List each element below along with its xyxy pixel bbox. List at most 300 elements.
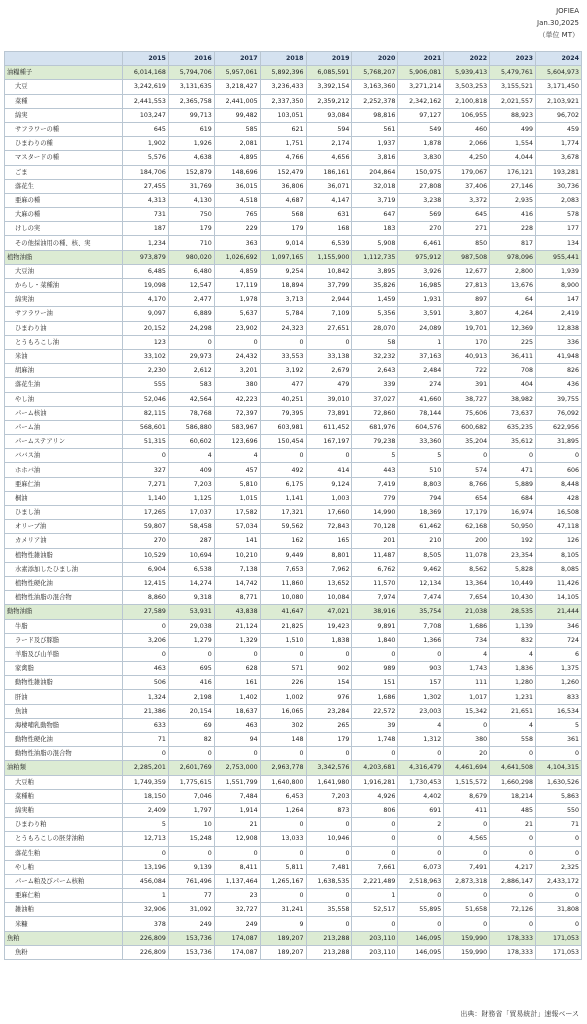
value-cell: 0	[168, 647, 214, 661]
value-cell: 174,087	[214, 945, 260, 959]
table-row	[5, 889, 582, 903]
value-cell: 32,018	[352, 179, 398, 193]
value-cell: 176,121	[490, 165, 536, 179]
item-label: ひまわり粕	[5, 818, 123, 832]
item-label: 大麻の種	[5, 208, 123, 222]
table-row	[5, 108, 582, 122]
value-cell: 611,452	[306, 420, 352, 434]
value-cell: 2,963,778	[260, 761, 306, 775]
table-row	[5, 80, 582, 94]
table-row	[5, 662, 582, 676]
value-cell: 2,873,318	[444, 874, 490, 888]
value-cell: 37,163	[398, 349, 444, 363]
value-cell: 633	[123, 718, 169, 732]
table-row	[5, 193, 582, 207]
value-cell: 1,660,298	[490, 775, 536, 789]
value-cell: 555	[123, 378, 169, 392]
item-label: サフラワー油	[5, 307, 123, 321]
value-cell: 38,982	[490, 392, 536, 406]
value-cell: 16,974	[490, 506, 536, 520]
value-cell: 695	[168, 662, 214, 676]
item-label: 魚油	[5, 704, 123, 718]
corner-cell	[5, 52, 123, 66]
value-cell: 1,003	[306, 491, 352, 505]
value-cell: 0	[444, 889, 490, 903]
table-row	[5, 718, 582, 732]
value-cell: 622,956	[536, 420, 582, 434]
value-cell: 0	[260, 449, 306, 463]
value-cell: 5,604,973	[536, 66, 582, 80]
value-cell: 27,146	[490, 179, 536, 193]
value-cell: 302	[260, 718, 306, 732]
value-cell: 203,110	[352, 931, 398, 945]
value-cell: 21,386	[123, 704, 169, 718]
value-cell: 976	[306, 690, 352, 704]
table-row	[5, 506, 582, 520]
value-cell: 8,411	[214, 860, 260, 874]
value-cell: 1,749,359	[123, 775, 169, 789]
item-label: パーム核油	[5, 406, 123, 420]
value-cell: 510	[398, 463, 444, 477]
value-cell: 14,742	[214, 576, 260, 590]
value-cell: 647	[352, 208, 398, 222]
value-cell: 583,967	[214, 420, 260, 434]
item-label: 大豆油	[5, 264, 123, 278]
value-cell: 586,880	[168, 420, 214, 434]
value-cell: 18,150	[123, 789, 169, 803]
value-cell: 3,155,521	[490, 80, 536, 94]
value-cell: 1,797	[168, 803, 214, 817]
value-cell: 404	[490, 378, 536, 392]
value-cell: 8,771	[214, 591, 260, 605]
value-cell: 15,248	[168, 832, 214, 846]
value-cell: 7,708	[398, 619, 444, 633]
value-cell: 327	[123, 463, 169, 477]
value-cell: 57,034	[214, 520, 260, 534]
value-cell: 0	[306, 917, 352, 931]
value-cell: 5,768,207	[352, 66, 398, 80]
value-cell: 9,891	[352, 619, 398, 633]
value-cell: 77	[168, 889, 214, 903]
value-cell: 1,902	[123, 137, 169, 151]
value-cell: 7,109	[306, 307, 352, 321]
value-cell: 8,900	[536, 279, 582, 293]
value-cell: 3,192	[260, 364, 306, 378]
table-row	[5, 420, 582, 434]
value-cell: 28,070	[352, 321, 398, 335]
table-row	[5, 208, 582, 222]
value-cell: 72,843	[306, 520, 352, 534]
value-cell: 42,223	[214, 392, 260, 406]
value-cell: 31,769	[168, 179, 214, 193]
value-cell: 32,232	[352, 349, 398, 363]
value-cell: 2,643	[352, 364, 398, 378]
value-cell: 162	[260, 534, 306, 548]
value-cell: 2,612	[168, 364, 214, 378]
table-row	[5, 619, 582, 633]
value-cell: 1,140	[123, 491, 169, 505]
value-cell: 0	[490, 449, 536, 463]
item-label: ラード及び豚脂	[5, 633, 123, 647]
value-cell: 0	[536, 917, 582, 931]
value-cell: 58	[352, 335, 398, 349]
value-cell: 201	[352, 534, 398, 548]
value-cell: 2,221,489	[352, 874, 398, 888]
value-cell: 6,085,591	[306, 66, 352, 80]
value-cell: 9,014	[260, 236, 306, 250]
value-cell: 5,479,761	[490, 66, 536, 80]
value-cell: 1,002	[260, 690, 306, 704]
value-cell: 691	[398, 803, 444, 817]
value-cell: 4,170	[123, 293, 169, 307]
value-cell: 4,217	[490, 860, 536, 874]
value-cell: 5,908	[352, 236, 398, 250]
value-cell: 14,105	[536, 591, 582, 605]
value-cell: 7,419	[352, 477, 398, 491]
value-cell: 0	[444, 718, 490, 732]
value-cell: 37,406	[444, 179, 490, 193]
value-cell: 645	[123, 122, 169, 136]
value-cell: 179	[168, 222, 214, 236]
value-cell: 270	[398, 222, 444, 236]
value-cell: 5	[123, 818, 169, 832]
value-cell: 2,337,350	[260, 94, 306, 108]
value-cell: 5,784	[260, 307, 306, 321]
value-cell: 17,265	[123, 506, 169, 520]
value-cell: 21,651	[490, 704, 536, 718]
table-row	[5, 449, 582, 463]
table-row	[5, 704, 582, 718]
value-cell: 5,828	[490, 562, 536, 576]
value-cell: 22,572	[352, 704, 398, 718]
value-cell: 29,973	[168, 349, 214, 363]
value-cell: 21	[214, 818, 260, 832]
value-cell: 4,518	[214, 193, 260, 207]
value-cell: 1,329	[214, 633, 260, 647]
value-cell: 265	[306, 718, 352, 732]
value-cell: 574	[444, 463, 490, 477]
value-cell: 123	[123, 335, 169, 349]
value-cell: 6,453	[260, 789, 306, 803]
value-cell: 1,730,453	[398, 775, 444, 789]
value-cell: 0	[490, 889, 536, 903]
table-row	[5, 94, 582, 108]
value-cell: 4	[444, 647, 490, 661]
table-row	[5, 491, 582, 505]
value-cell: 380	[444, 733, 490, 747]
value-cell: 654	[444, 491, 490, 505]
value-cell: 0	[123, 449, 169, 463]
value-cell: 12,713	[123, 832, 169, 846]
value-cell: 20	[444, 747, 490, 761]
item-label: 綿実油	[5, 293, 123, 307]
year-header: 2024	[536, 52, 582, 66]
value-cell: 4,565	[444, 832, 490, 846]
value-cell: 96,702	[536, 108, 582, 122]
item-label: 牛脂	[5, 619, 123, 633]
value-cell: 3,591	[398, 307, 444, 321]
value-cell: 443	[352, 463, 398, 477]
value-cell: 10,842	[306, 264, 352, 278]
value-cell: 153,736	[168, 945, 214, 959]
category-label: 植物油脂	[5, 250, 123, 264]
table-row	[5, 463, 582, 477]
value-cell: 16,508	[536, 506, 582, 520]
table-row	[5, 137, 582, 151]
value-cell: 1,551,799	[214, 775, 260, 789]
value-cell: 82	[168, 733, 214, 747]
value-cell: 47,118	[536, 520, 582, 534]
value-cell: 178,333	[490, 945, 536, 959]
item-label: ひまわり油	[5, 321, 123, 335]
value-cell: 2,365,758	[168, 94, 214, 108]
item-label: けしの実	[5, 222, 123, 236]
value-cell: 7,653	[260, 562, 306, 576]
value-cell: 21,124	[214, 619, 260, 633]
item-label: 落花生	[5, 179, 123, 193]
value-cell: 18,894	[260, 279, 306, 293]
value-cell: 225	[490, 335, 536, 349]
value-cell: 3,816	[352, 151, 398, 165]
value-cell: 2,886,147	[490, 874, 536, 888]
value-cell: 1,554	[490, 137, 536, 151]
table-row	[5, 747, 582, 761]
item-label: 菜種	[5, 94, 123, 108]
value-cell: 8,679	[444, 789, 490, 803]
value-cell: 346	[536, 619, 582, 633]
value-cell: 897	[444, 293, 490, 307]
value-cell: 7,484	[214, 789, 260, 803]
value-cell: 5,356	[352, 307, 398, 321]
value-cell: 4	[490, 647, 536, 661]
value-cell: 485	[490, 803, 536, 817]
value-cell: 78,144	[398, 406, 444, 420]
value-cell: 10	[168, 818, 214, 832]
value-cell: 203,110	[352, 945, 398, 959]
category-row	[5, 66, 582, 80]
value-cell: 28,535	[490, 605, 536, 619]
value-cell: 1,017	[444, 690, 490, 704]
value-cell: 1,686	[352, 690, 398, 704]
value-cell: 5,939,413	[444, 66, 490, 80]
value-cell: 27,651	[306, 321, 352, 335]
value-cell: 103,051	[260, 108, 306, 122]
value-cell: 35,754	[398, 605, 444, 619]
item-label: 米糠	[5, 917, 123, 931]
value-cell: 274	[398, 378, 444, 392]
value-cell: 3,242,619	[123, 80, 169, 94]
value-cell: 213,288	[306, 945, 352, 959]
import-volume-table	[4, 51, 582, 960]
value-cell: 681,976	[352, 420, 398, 434]
year-header: 2023	[490, 52, 536, 66]
item-label: 植物性硬化油	[5, 576, 123, 590]
table-row	[5, 903, 582, 917]
value-cell: 3,678	[536, 151, 582, 165]
value-cell: 98,816	[352, 108, 398, 122]
value-cell: 41,948	[536, 349, 582, 363]
value-cell: 594	[306, 122, 352, 136]
value-cell: 6,889	[168, 307, 214, 321]
value-cell: 1,774	[536, 137, 582, 151]
value-cell: 178,333	[490, 931, 536, 945]
value-cell: 806	[352, 803, 398, 817]
value-cell: 18,637	[214, 704, 260, 718]
value-cell: 4,926	[352, 789, 398, 803]
value-cell: 39	[352, 718, 398, 732]
value-cell: 72,126	[490, 903, 536, 917]
value-cell: 7,962	[306, 562, 352, 576]
value-cell: 41,647	[260, 605, 306, 619]
value-cell: 10,210	[214, 548, 260, 562]
value-cell: 126	[536, 534, 582, 548]
year-header: 2020	[352, 52, 398, 66]
value-cell: 5,576	[123, 151, 169, 165]
table-row	[5, 591, 582, 605]
value-cell: 0	[398, 832, 444, 846]
value-cell: 710	[168, 236, 214, 250]
value-cell: 3,201	[214, 364, 260, 378]
value-cell: 1,015	[214, 491, 260, 505]
year-header-row	[5, 52, 582, 66]
value-cell: 33,138	[306, 349, 352, 363]
value-cell: 17,119	[214, 279, 260, 293]
value-cell: 6,480	[168, 264, 214, 278]
value-cell: 99,713	[168, 108, 214, 122]
item-label: サフラワーの種	[5, 122, 123, 136]
value-cell: 0	[260, 335, 306, 349]
item-label: 水素添加したひまし油	[5, 562, 123, 576]
value-cell: 4,402	[398, 789, 444, 803]
value-cell: 3,206	[123, 633, 169, 647]
value-cell: 148,696	[214, 165, 260, 179]
value-cell: 1,743	[444, 662, 490, 676]
value-cell: 6,485	[123, 264, 169, 278]
value-cell: 558	[490, 733, 536, 747]
value-cell: 51,315	[123, 435, 169, 449]
value-cell: 226	[260, 676, 306, 690]
value-cell: 0	[306, 818, 352, 832]
value-cell: 4,104,315	[536, 761, 582, 775]
value-cell: 4,250	[444, 151, 490, 165]
item-label: 落花生油	[5, 378, 123, 392]
value-cell: 3,271,214	[398, 80, 444, 94]
value-cell: 635,235	[490, 420, 536, 434]
value-cell: 2,198	[168, 690, 214, 704]
value-cell: 621	[260, 122, 306, 136]
value-cell: 1,775,615	[168, 775, 214, 789]
value-cell: 8,562	[444, 562, 490, 576]
value-cell: 40,913	[444, 349, 490, 363]
value-cell: 7,138	[214, 562, 260, 576]
value-cell: 6,904	[123, 562, 169, 576]
value-cell: 36,071	[306, 179, 352, 193]
value-cell: 0	[398, 647, 444, 661]
value-cell: 4	[398, 718, 444, 732]
value-cell: 5,810	[214, 477, 260, 491]
value-cell: 578	[536, 208, 582, 222]
value-cell: 1,097,165	[260, 250, 306, 264]
value-cell: 3,503,253	[444, 80, 490, 94]
value-cell: 33,553	[260, 349, 306, 363]
value-cell: 363	[214, 236, 260, 250]
value-cell: 40,251	[260, 392, 306, 406]
value-cell: 11,487	[352, 548, 398, 562]
value-cell: 192	[490, 534, 536, 548]
value-cell: 23,902	[214, 321, 260, 335]
table-row	[5, 335, 582, 349]
value-cell: 361	[536, 733, 582, 747]
value-cell: 0	[306, 889, 352, 903]
table-row	[5, 733, 582, 747]
value-cell: 4,461,694	[444, 761, 490, 775]
value-cell: 3,238	[398, 193, 444, 207]
value-cell: 249	[214, 917, 260, 931]
unit-label: （単位 MT）	[538, 31, 579, 39]
value-cell: 456,084	[123, 874, 169, 888]
value-cell: 4,687	[260, 193, 306, 207]
item-label: ひまわりの種	[5, 137, 123, 151]
item-label: ババス油	[5, 449, 123, 463]
value-cell: 19,423	[306, 619, 352, 633]
value-cell: 1,937	[352, 137, 398, 151]
value-cell: 150,454	[260, 435, 306, 449]
value-cell: 6,539	[306, 236, 352, 250]
item-label: パームステアリン	[5, 435, 123, 449]
value-cell: 2,252,378	[352, 94, 398, 108]
value-cell: 61,462	[398, 520, 444, 534]
item-label: 植物性油脂の混合物	[5, 591, 123, 605]
value-cell: 0	[536, 747, 582, 761]
value-cell: 10,946	[306, 832, 352, 846]
value-cell: 561	[352, 122, 398, 136]
value-cell: 3,218,427	[214, 80, 260, 94]
item-label: 動物性雑油脂	[5, 676, 123, 690]
value-cell: 1,026,692	[214, 250, 260, 264]
value-cell: 11,426	[536, 576, 582, 590]
value-cell: 765	[214, 208, 260, 222]
value-cell: 99,482	[214, 108, 260, 122]
value-cell: 6,014,168	[123, 66, 169, 80]
value-cell: 147	[536, 293, 582, 307]
item-label: 家禽脂	[5, 662, 123, 676]
value-cell: 604,576	[398, 420, 444, 434]
value-cell: 1	[123, 889, 169, 903]
value-cell: 479	[306, 378, 352, 392]
value-cell: 3,392,154	[306, 80, 352, 94]
value-cell: 2,484	[398, 364, 444, 378]
table-row	[5, 122, 582, 136]
item-label: マスタードの種	[5, 151, 123, 165]
value-cell: 391	[444, 378, 490, 392]
value-cell: 1,640,800	[260, 775, 306, 789]
value-cell: 471	[490, 463, 536, 477]
value-cell: 2,325	[536, 860, 582, 874]
value-cell: 3,830	[398, 151, 444, 165]
table-row	[5, 179, 582, 193]
value-cell: 2,441,005	[214, 94, 260, 108]
value-cell: 463	[214, 718, 260, 732]
value-cell: 16,534	[536, 704, 582, 718]
value-cell: 27,455	[123, 179, 169, 193]
value-cell: 0	[490, 747, 536, 761]
value-cell: 9,449	[260, 548, 306, 562]
value-cell: 154	[306, 676, 352, 690]
value-cell: 1,840	[352, 633, 398, 647]
value-cell: 24,323	[260, 321, 306, 335]
value-cell: 3,131,635	[168, 80, 214, 94]
value-cell: 459	[536, 122, 582, 136]
